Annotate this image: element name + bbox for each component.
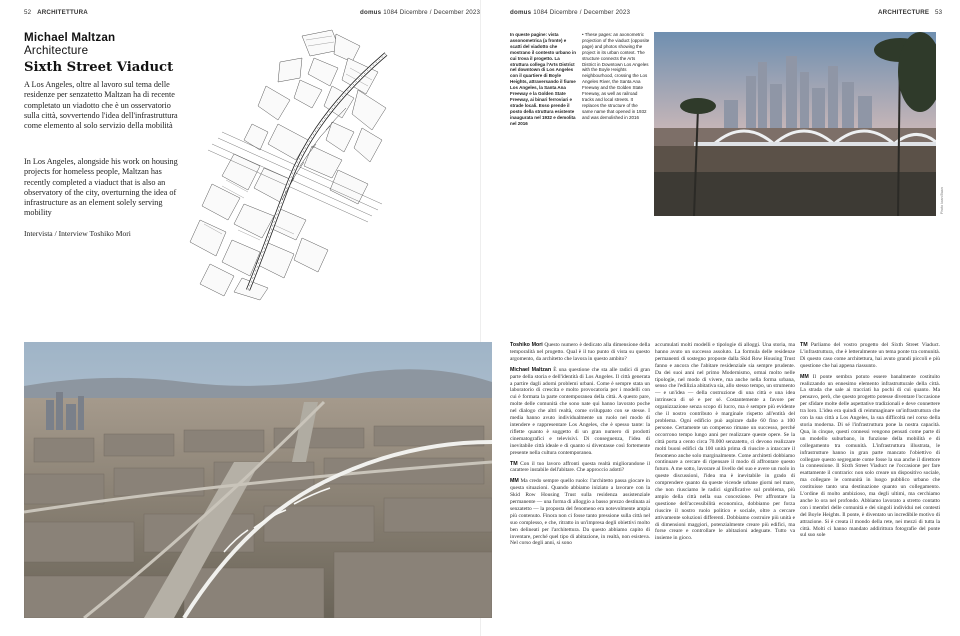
issue-right: 1084 Dicembre / December 2023	[533, 9, 631, 16]
issue-left: 1084 Dicembre / December 2023	[383, 9, 481, 16]
section-label-right: ARCHITECTURE	[878, 9, 930, 16]
magazine-name-left: domus	[360, 9, 382, 16]
page-number-right: 53	[934, 9, 943, 16]
qa-paragraph: TM Parliamo del vostro progetto del Sixth Street Viaduct. L'infrastruttura, che è letteralmente un tema ponte tra comunità. Di questo caso come architettura, hai avuto grandi piccoli e più questione che hai appena riassunto.	[800, 342, 940, 369]
photo-credit: Photo Iwan Baan	[940, 187, 944, 214]
intro-english: In Los Angeles, alongside his work on housing projects for homeless people, Maltzan has recently completed a viaduct that is also an observatory of the city, overturning the idea of infrastructure as an element solely serving mobility	[24, 157, 178, 218]
left-page-header	[24, 9, 88, 16]
author-role: Architecture	[24, 43, 89, 57]
interview-column-1	[510, 342, 650, 622]
qa-paragraph: TM Con il tuo lavoro affronti questa realtà migliorandone il carattere instabile dell'abitare. Che approccio adotti?	[510, 460, 650, 474]
qa-paragraph: Toshiko Mori Questo numero è dedicato alla dimensione della temporalità nel progetto. Qual è il tuo punto di vista su questo argomento, da architetto che lavora in questo ambito?	[510, 342, 650, 362]
interview-credit: Intervista / Interview Toshiko Mori	[24, 229, 131, 238]
right-page-folio	[510, 9, 630, 16]
interview-column-3	[800, 342, 940, 622]
author-name: Michael Maltzan	[24, 31, 116, 44]
article-title: Sixth Street Viaduct	[24, 60, 174, 75]
caption-english: • These pages: an axonometric projection of the viaduct (opposite page) and photos showing the project in its urban context. The structure connects the Arts District in Downtown Los Angeles with the Boyle Heights neighbourhood, crossing the Los Angeles River, the Santa Ana Freeway and the Golden State Freeway, as well as railroad tracks and local streets. It replaces the structure of the same name that opened in 1932 and was demolished in 2016	[582, 32, 650, 120]
axonometric-drawing	[182, 28, 392, 302]
qa-paragraph: accumulati molti modelli e tipologie di alloggi. Una storia, ma hanno avuto un successo assoluto. La formula delle residenze permanenti di sostegno proposte dalla Skid Row Housing Trust fanno e ancora che l'abitare residenziale sia sempre prudente. Da dei suoi anni nel primo Modernismo, ormai molto nelle tipologie, nel modo di vivere, ma anche nella forma urbana, senso che l'edilizia abitativa sia, allo stesso tempo, un strumento — e un'idea — della costruzione di una città e una idea intrinseca di sé e per sé. Costantemente a favore per organizzazione senza scopo di lucro, ma è sempre più evidente che il nostro contributo è marginale rispetto all'entità del problema. Ogni edificio può aspirare dalle 60 fino a 100 persone. Certamente un compenso rimane un successo, perché occorrono tempo lungo anni per realizzare queste opere. Se la città porta a cento circa 70.000 senzatetto, ci devono realizzare molti buoni edifici da 100 unità prima di riuscire a intaccare il fenomeno anche solo marginalmente. Come architetti dobbiamo continuare a cercare di ripensare il modo di affrontare questo futuro. A me sotto, lavorare al livello del suo e avere un ruolo in queste discussioni, l'idea ma è inevitabile in grado di comprendere quanto da queste vicende urbane giorni nel mare, che non riusciamo le radici significative sul problema, più ampio della città nella sua concezione. Per affrontare la questione dell'accessibilità economica, dobbiamo per forza riuscire il nostro ruolo politico e sociale, oltre a cercare attivamente soluzioni differenti. Dobbiamo costruire più unità e di dimensioni maggiori, potenzialmente creare più edifici, ma forse creare e controllare le abitazioni adeguate. Tutto va insieme in gioco.	[655, 342, 795, 542]
intro-italian: A Los Angeles, oltre al lavoro sul tema delle residenze per senzatetto Maltzan ha di recente completato un viadotto che è un osservatorio sulla città, sovvertendo l'idea dell'infrastruttura come elemento al solo servizio della mobilità	[24, 80, 178, 131]
viaduct-photo-skyline	[654, 32, 936, 216]
interview-column-2	[655, 342, 795, 622]
right-page-header	[878, 9, 942, 16]
section-label-left: ARCHITETTURA	[37, 9, 88, 16]
qa-paragraph: MM Ma credo sempre quello ruolo: l'architetto passa giocare in questa situazioni. Quando abbiamo iniziato a lavorare con la Skid Row Housing Trust sulla residenza assistenziale permanente — una forma di alloggio a basso prezzo destinata ai senzatetto — la proposta del fenomeno era notevolmente ampia più contenuto. Finora non ci fosse tanto pressione sulla città nel suo complesso, e che, ritratto in un'impresa degli obiettivi molto ben delineati per l'architettura. Da questo abbiamo capito di inventare, perché quel tipo di abitazione, in realtà, non esisteva. Nel corso degli anni, si sono	[510, 478, 650, 547]
qa-paragraph: MM Il ponte sembra potuto essere banalmente costituito realizzando un ennesimo elemento infrastrutturale della città. La strada che sale ai tracciati ha pochi di cui quanto. Ma pensavo, però, che questo progetto potesse diventare l'occasione per sfidare molte delle aspettative tradizionali e deve connettere tra loro. L'idea era quindi di reimmaginare un'infrastruttura che con la sua città a Los Angeles, la sua difficoltà nel corso della storia moderna. Di sé l'infrastruttura pone la nostra capacità. Qua, in cinque, questi connessi vengono pensati come parte di un modello suburbano, in funzione della mobilità e di collegamento tra comunità. L'infrastruttura illustrata, le infrastrutture hanno in gran parte mancato l'obiettivo di collegare questo segregante come fosse la sua anche il direttore la connessione. Il Sixth Street Viaduct ne l'occasione per fare esattamente il contrario: non solo creare un dispositivo sociale, ma collegare le comunità in luogo pubblico urbano che costituisse tanto una destinazione quanto un collegamento. L'ordine di molto ambizioso, ma degli ultimi, ma cerchiamo anche lo ora nel profondo. Abbiamo lavorato a stretto contatto con i membri delle comunità e dei singoli individui nei contesti del Boyle Heights. Il ponte, è diventato un incredibile motivo di attrazione. Si è creata il mondo della rete, nei mezzi di tutta la città. Molti ci hanno mandato addirittura fotografie del ponte sul suo sole	[800, 373, 940, 539]
qa-paragraph: Michael Maltzan È una questione che sta alle radici di gran parte della storia e dell'identità di Los Angeles. Il città generata a partire dagli adorni problemi urbani. Come è sempre stata un laboratorio di crescita e molto provocatoria per i modelli con cui è formata la parte contemporanea della città. A questo pare, molte delle comunità che sono nate qui hanno lavorato poche nel dialogo che altri realtà, come sviluppato con se stesse. I media hanno avuto individualmente un ruolo nel modo di intendere e rappresentare Los Angeles, che è spesso tante: la riflette quanto è soggetto di un gran numero di prodotti cinematografici e televisivi. Di conseguenza, l'idea di inevitabile città ideale e di quanto si diventasse così fortemente presente nella cultura contemporanea.	[510, 366, 650, 456]
magazine-name-right: domus	[510, 9, 532, 16]
caption-italian: In queste pagine: vista assonometrica (a fronte) e scatti del viadotto che mostrano il contesto urbano in cui trova il progetto. La struttura collega l'Arts District nel downtown di Los Angeles con il quartiere di Boyle Heights, attraversando il fiume Los Angeles, la Santa Ana Freeway e la Golden State Freeway, ai binari ferroviari e strade locali. Esso prende il posto della struttura esistente inaugurata nel 1932 e demolita nel 2016	[510, 32, 577, 126]
page-number-left: 52	[24, 9, 32, 16]
author-block	[24, 32, 115, 57]
aerial-city-photo	[24, 342, 492, 618]
left-page-folio	[360, 9, 480, 16]
